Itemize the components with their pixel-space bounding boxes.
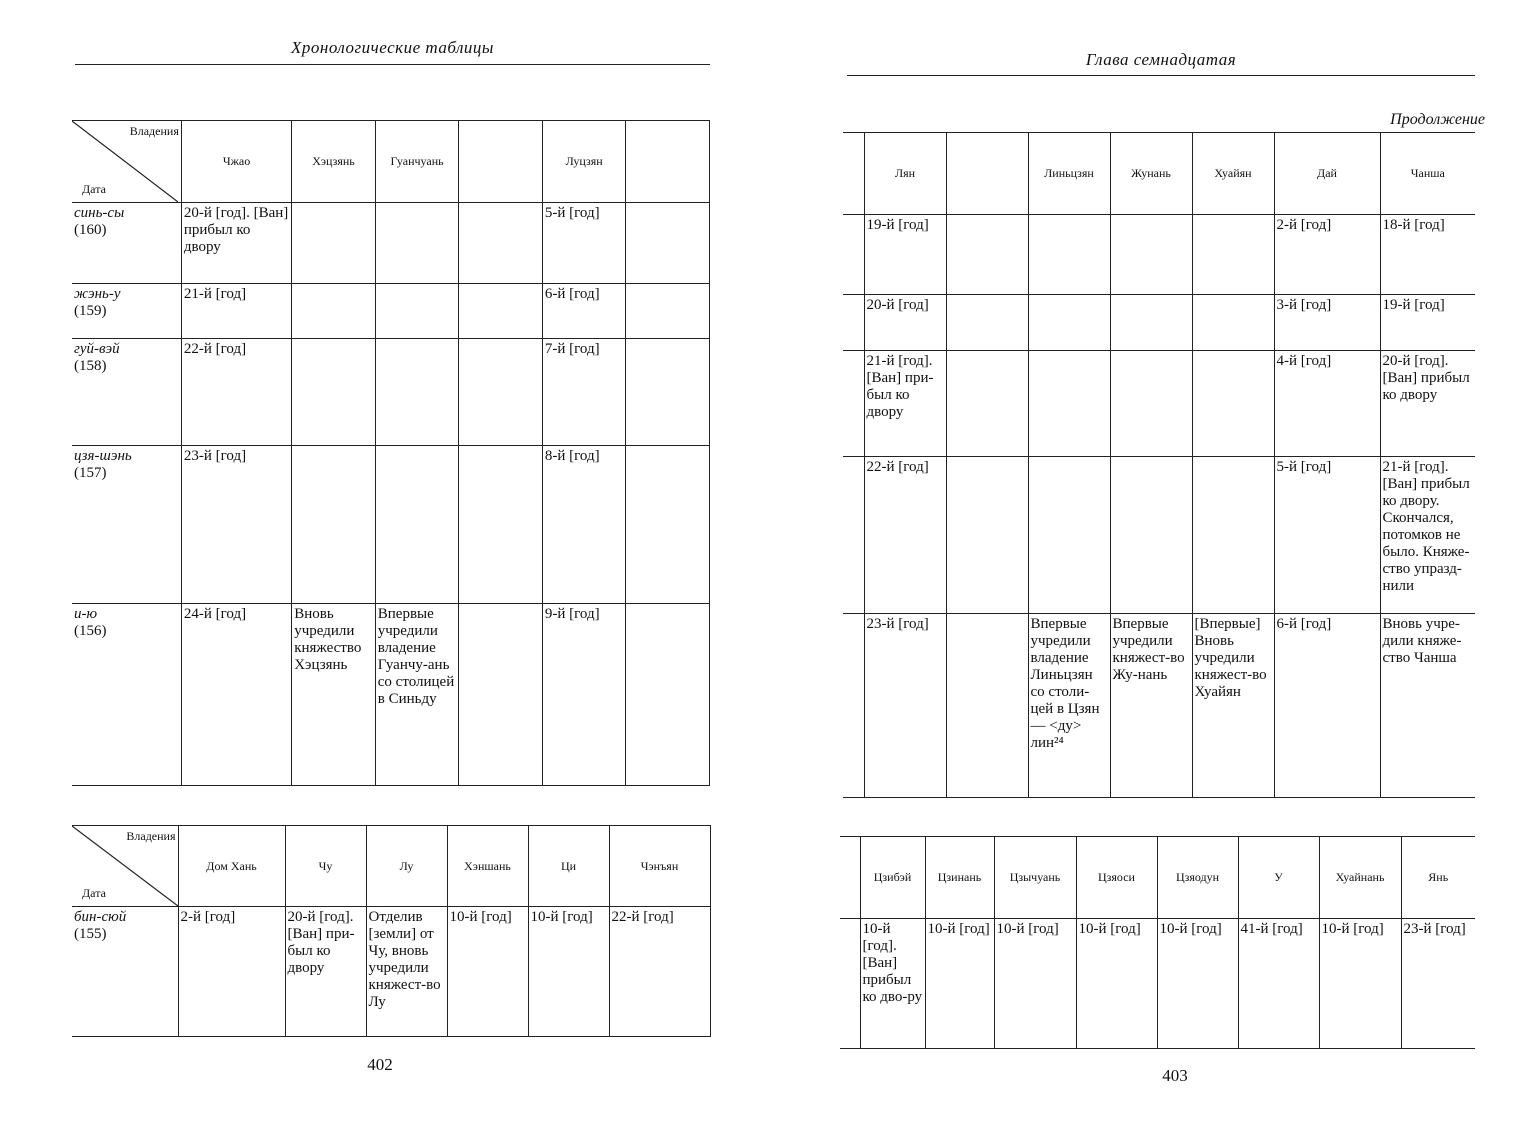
date-cell [72, 339, 181, 446]
table-cell [1110, 457, 1192, 614]
table-cell: 10-й [год] [528, 907, 609, 1037]
row-gutter [840, 919, 860, 1049]
table-cell: 6-й [год] [542, 284, 626, 339]
table-cell [1110, 351, 1192, 457]
column-header: Цзяоси [1076, 837, 1157, 919]
table-cell: 20-й [год]. [Ван] прибыл ко двору [181, 203, 291, 284]
table-cell [626, 203, 710, 284]
table-cell: Вновь учре-дили княже-ство Чанша [1380, 614, 1475, 798]
table-cell [375, 203, 459, 284]
cyclic-date: жэнь-у [74, 286, 121, 302]
table-cell: 21-й [год]. [Ван] при-был ко двору [864, 351, 946, 457]
column-header: Луцзян [542, 121, 626, 203]
column-header: Ци [528, 826, 609, 907]
table-cell: 23-й [год] [181, 446, 291, 604]
cyclic-date: и-ю [74, 606, 98, 622]
row-gutter [843, 215, 864, 295]
table-cell [292, 339, 376, 446]
table-cell [626, 284, 710, 339]
table-row [843, 351, 1475, 457]
table-cell: 10-й [год]. [Ван] прибыл ко дво-ру [860, 919, 925, 1049]
running-head-rule-right [847, 75, 1475, 76]
year: (155) [74, 926, 107, 942]
column-header: Лян [864, 133, 946, 215]
table-cell: 41-й [год] [1238, 919, 1319, 1049]
table-cell [1192, 295, 1274, 351]
table-cell [946, 457, 1028, 614]
column-header: Цзычуань [994, 837, 1076, 919]
table-cell [1192, 457, 1274, 614]
table-cell [626, 339, 710, 446]
table-cell [626, 446, 710, 604]
column-header [946, 133, 1028, 215]
column-header: Чэнъян [609, 826, 710, 907]
table-left-top [72, 120, 710, 786]
table-row [843, 457, 1475, 614]
table-row [840, 919, 1475, 1049]
table-corner-header [72, 826, 178, 907]
date-cell [72, 446, 181, 604]
table-cell [459, 604, 543, 786]
table-cell [1192, 215, 1274, 295]
table-cell: 20-й [год]. [Ван] прибыл ко двору [1380, 351, 1475, 457]
table-cell: 8-й [год] [542, 446, 626, 604]
table-cell: 10-й [год] [1076, 919, 1157, 1049]
table-cell: 10-й [год] [994, 919, 1076, 1049]
table-cell: 2-й [год] [178, 907, 285, 1037]
table-cell [626, 604, 710, 786]
table-cell [459, 284, 543, 339]
table-cell [946, 351, 1028, 457]
table-cell: 7-й [год] [542, 339, 626, 446]
table-cell [1110, 295, 1192, 351]
table-row [72, 203, 710, 284]
row-gutter [843, 457, 864, 614]
column-header: Чанша [1380, 133, 1475, 215]
table-cell: 18-й [год] [1380, 215, 1475, 295]
table-right-bottom [840, 836, 1475, 1049]
table-cell: 9-й [год] [542, 604, 626, 786]
table-cell [375, 446, 459, 604]
column-header: Чжао [181, 121, 291, 203]
table-left-bottom [72, 825, 711, 1037]
table-cell [292, 203, 376, 284]
cyclic-date: цзя-шэнь [74, 448, 132, 464]
table-cell: 20-й [год]. [Ван] при-был ко двору [285, 907, 366, 1037]
table-cell [459, 446, 543, 604]
table-cell [1028, 295, 1110, 351]
table-cell: Впервые учредили владение Линьцзян со столи-цей в Цзян — <ду> лин²⁴ [1028, 614, 1110, 798]
table-right-top [843, 132, 1475, 798]
table-cell: 20-й [год] [864, 295, 946, 351]
running-head-left: Хронологические таблицы [291, 38, 494, 57]
row-gutter [843, 614, 864, 798]
column-header: Жунань [1110, 133, 1192, 215]
table-row [72, 446, 710, 604]
date-cell [72, 284, 181, 339]
table-cell [946, 215, 1028, 295]
table-cell: Впервые учредили владение Гуанчу-ань со столицей в Синьду [375, 604, 459, 786]
table-cell: Впервые учредили княжест-во Жу-нань [1110, 614, 1192, 798]
running-head-rule-left [75, 64, 710, 65]
row-gutter [840, 837, 860, 919]
row-gutter [843, 133, 864, 215]
table-cell [459, 339, 543, 446]
column-header [459, 121, 543, 203]
corner-label-holdings: Владения [126, 829, 176, 843]
table-cell [375, 284, 459, 339]
table-cell [1110, 215, 1192, 295]
year: (158) [74, 358, 107, 374]
table-cell: 10-й [год] [1157, 919, 1238, 1049]
column-header: Хэцзянь [292, 121, 376, 203]
table-cell: 22-й [год] [609, 907, 710, 1037]
table-cell: 10-й [год] [925, 919, 994, 1049]
table-cell [1028, 457, 1110, 614]
table-cell: 4-й [год] [1274, 351, 1380, 457]
table-cell [375, 339, 459, 446]
table-cell: 6-й [год] [1274, 614, 1380, 798]
table-cell: 3-й [год] [1274, 295, 1380, 351]
table-row [843, 614, 1475, 798]
table-cell: 23-й [год] [864, 614, 946, 798]
table-cell: 23-й [год] [1401, 919, 1475, 1049]
column-header: Лу [366, 826, 447, 907]
row-gutter [843, 351, 864, 457]
date-cell [72, 203, 181, 284]
row-gutter [843, 295, 864, 351]
table-cell: 19-й [год] [864, 215, 946, 295]
table-cell [1192, 351, 1274, 457]
table-row [843, 295, 1475, 351]
column-header: Хэншань [447, 826, 528, 907]
page-number-right: 403 [1162, 1066, 1188, 1085]
table-cell: [Впервые] Вновь учредили княжест-во Хуайян [1192, 614, 1274, 798]
table-row [843, 215, 1475, 295]
table-row [72, 604, 710, 786]
column-header: Цзяодун [1157, 837, 1238, 919]
table-cell [459, 203, 543, 284]
table-cell: 5-й [год] [542, 203, 626, 284]
continued-label: Продолжение [1390, 111, 1485, 128]
table-cell: 19-й [год] [1380, 295, 1475, 351]
table-cell: 21-й [год]. [Ван] прибыл ко двору. Скончался, потомков не было. Княже-ство упразд-нили [1380, 457, 1475, 614]
page-number-left: 402 [367, 1055, 393, 1074]
cyclic-date: гуй-вэй [74, 341, 120, 357]
right-page [765, 0, 1530, 1148]
table-cell: 21-й [год] [181, 284, 291, 339]
table-cell: 22-й [год] [181, 339, 291, 446]
table-corner-header [72, 121, 181, 203]
table-cell: 10-й [год] [447, 907, 528, 1037]
running-head-right: Глава семнадцатая [1085, 50, 1237, 69]
table-cell: Отделив [земли] от Чу, вновь учредили княжест-во Лу [366, 907, 447, 1037]
column-header: Цзинань [925, 837, 994, 919]
corner-label-date: Дата [82, 182, 106, 196]
column-header: Хуайнань [1319, 837, 1401, 919]
column-header: Дай [1274, 133, 1380, 215]
column-header: Цзибэй [860, 837, 925, 919]
year: (156) [74, 623, 107, 639]
column-header: Гуанчуань [375, 121, 459, 203]
cyclic-date: бин-сюй [74, 909, 127, 925]
cyclic-date: синь-сы [74, 205, 125, 221]
table-cell [292, 284, 376, 339]
year: (159) [74, 303, 107, 319]
table-cell: 10-й [год] [1319, 919, 1401, 1049]
table-cell: 2-й [год] [1274, 215, 1380, 295]
column-header: Дом Хань [178, 826, 285, 907]
table-row [72, 284, 710, 339]
table-cell: Вновь учредили княжество Хэцзянь [292, 604, 376, 786]
date-cell [72, 604, 181, 786]
year: (160) [74, 222, 107, 238]
table-cell [1028, 215, 1110, 295]
table-cell [1028, 351, 1110, 457]
table-cell: 22-й [год] [864, 457, 946, 614]
column-header: Линьцзян [1028, 133, 1110, 215]
table-cell: 5-й [год] [1274, 457, 1380, 614]
table-row [72, 907, 710, 1037]
column-header: Чу [285, 826, 366, 907]
table-cell [946, 614, 1028, 798]
corner-label-holdings: Владения [129, 124, 179, 138]
column-header: Янь [1401, 837, 1475, 919]
table-cell [946, 295, 1028, 351]
table-row [72, 339, 710, 446]
year: (157) [74, 465, 107, 481]
corner-label-date: Дата [82, 886, 106, 900]
table-cell [292, 446, 376, 604]
column-header: Хуайян [1192, 133, 1274, 215]
column-header: У [1238, 837, 1319, 919]
column-header [626, 121, 710, 203]
table-cell: 24-й [год] [181, 604, 291, 786]
date-cell [72, 907, 178, 1037]
